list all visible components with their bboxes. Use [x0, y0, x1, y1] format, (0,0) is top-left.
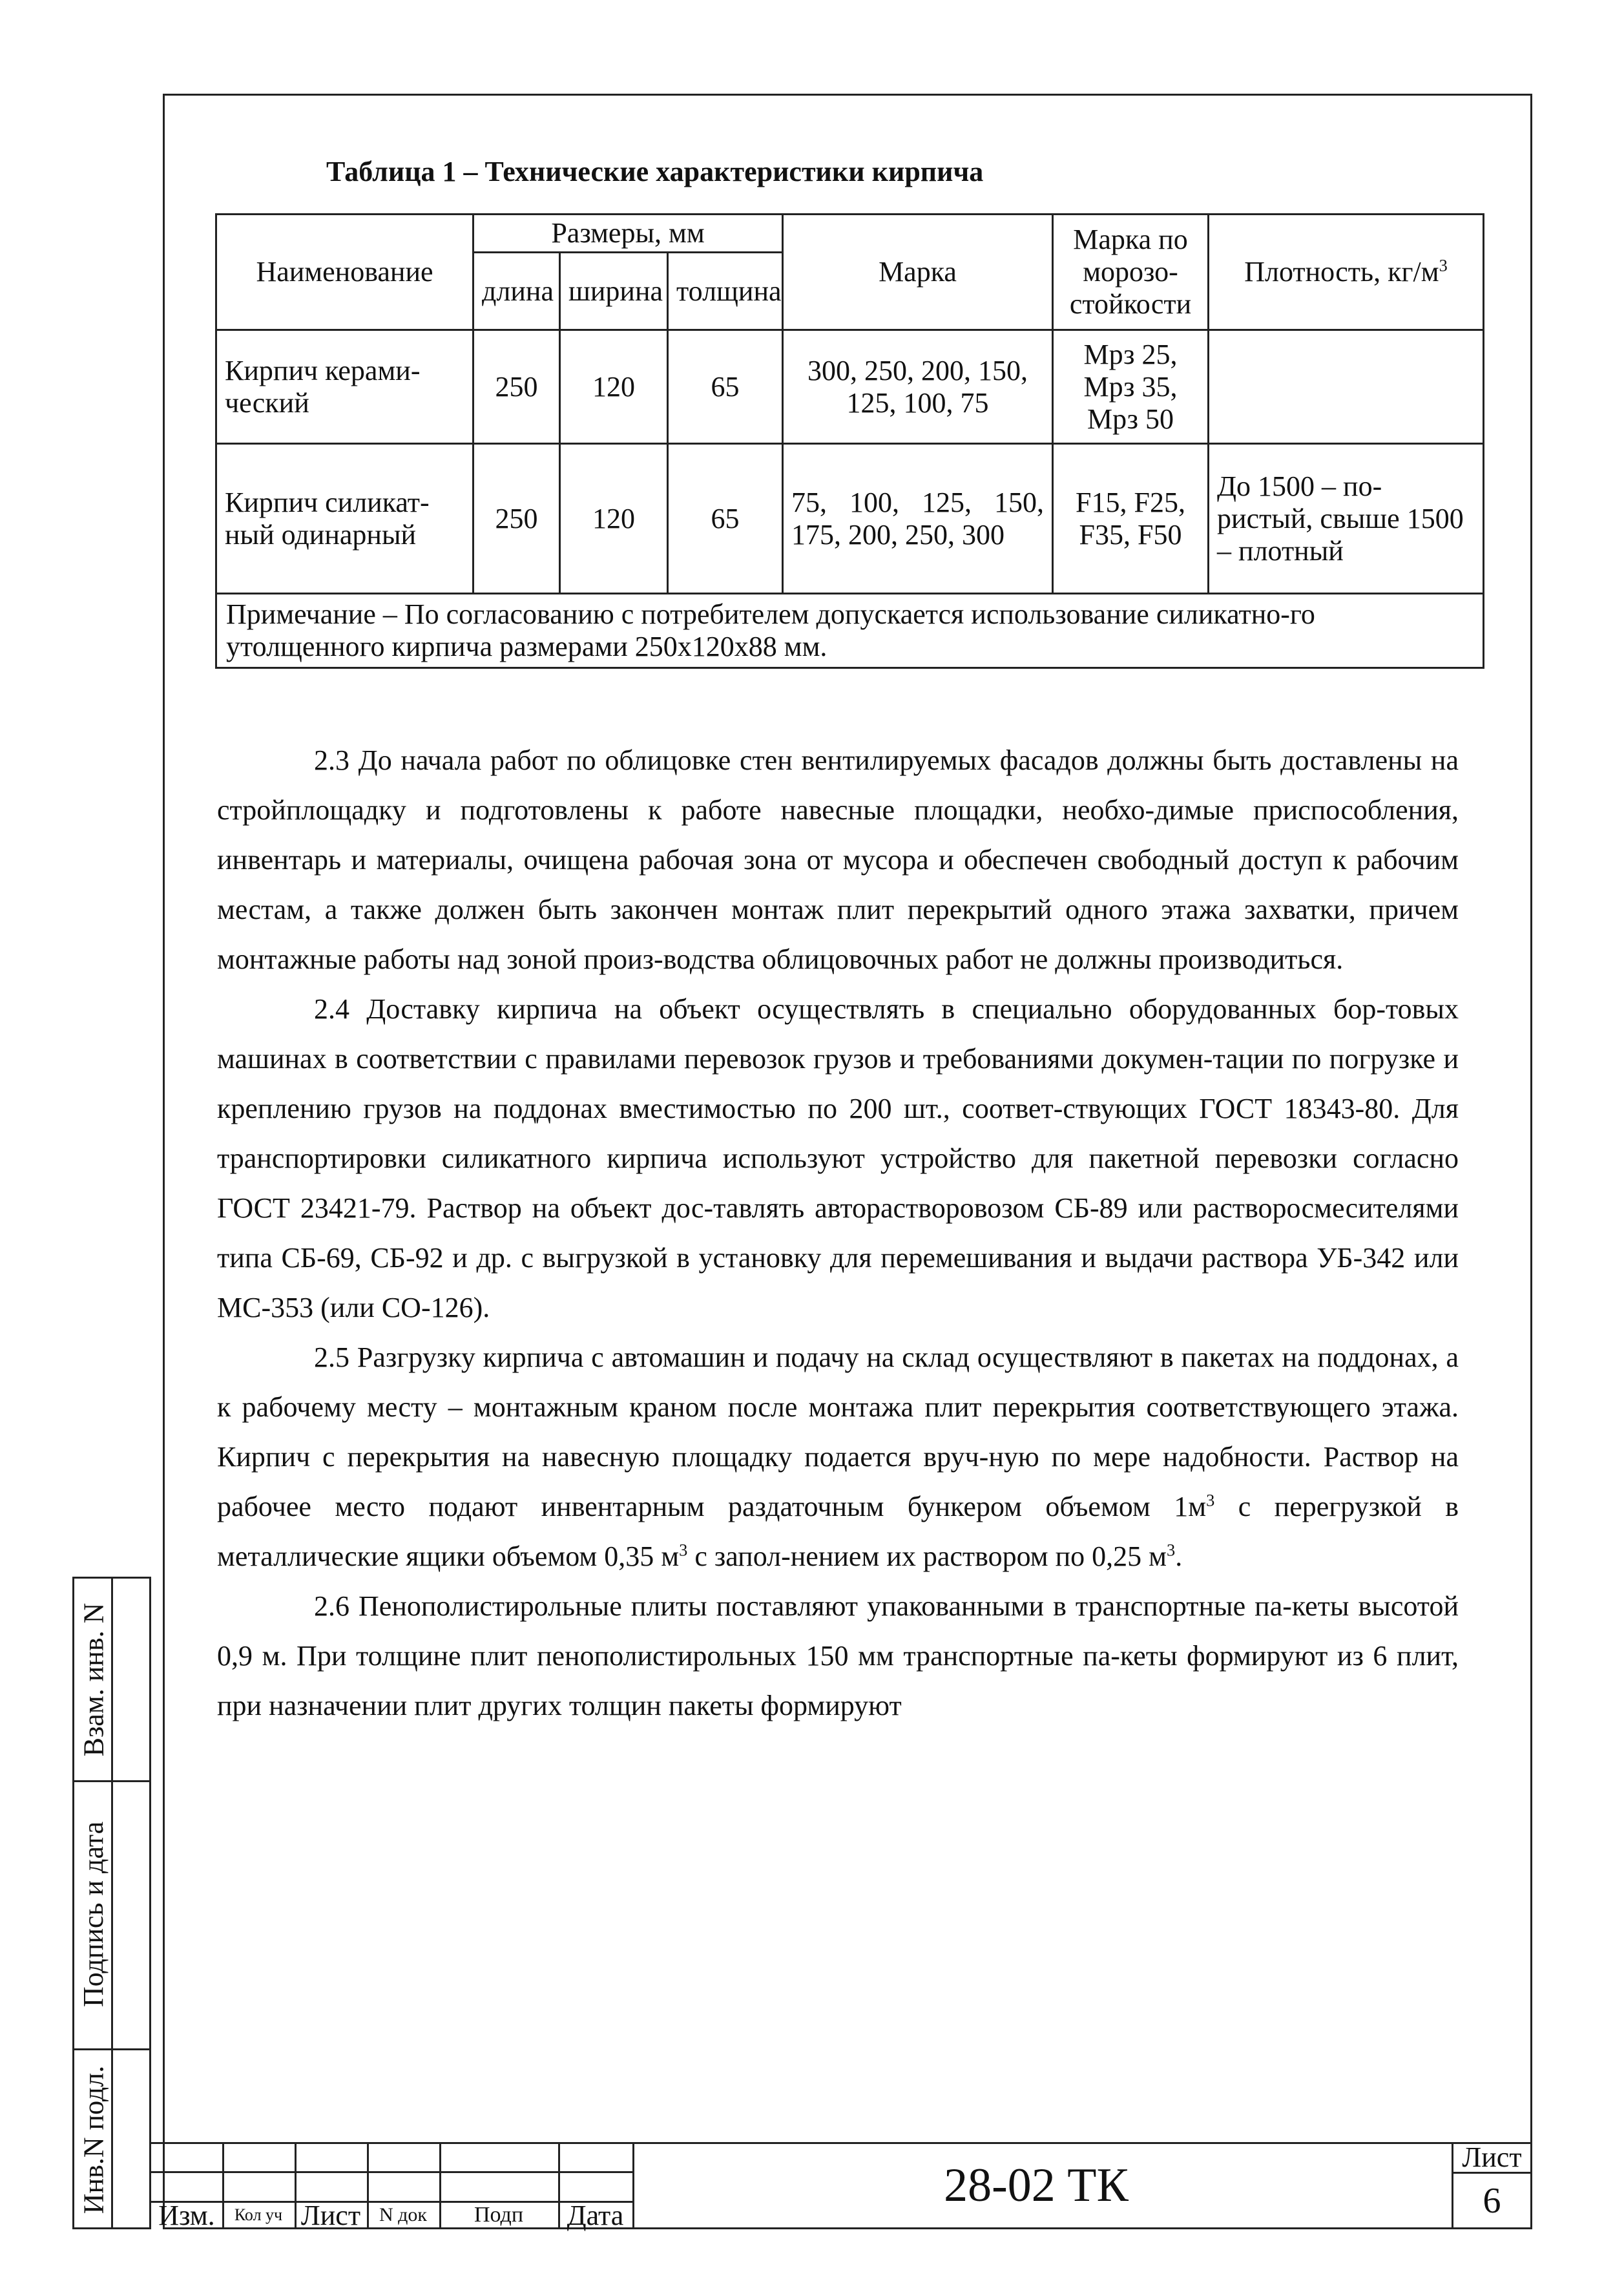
- original-inventory-label: Инв.N подл.: [78, 2065, 110, 2214]
- tb-col-qty: Кол уч: [234, 2205, 283, 2224]
- tb-col-sign: Подп: [474, 2203, 524, 2227]
- cell-frost: Мрз 25, Мрз 35, Мрз 50: [1053, 330, 1209, 444]
- table-header-row: [216, 215, 1484, 253]
- cell-grade: 75, 100, 125, 150, 175, 200, 250, 300: [783, 444, 1053, 594]
- header-grade: Марка: [783, 215, 1053, 330]
- header-frost: Марка по морозо-стойкости: [1053, 215, 1209, 330]
- cell-name: Кирпич силикат-ный одинарный: [216, 444, 474, 594]
- brick-specs-table: [215, 213, 1484, 669]
- tb-col-date: Дата: [567, 2199, 624, 2231]
- cell-thickness: 65: [668, 444, 783, 594]
- cell-grade: 300, 250, 200, 150, 125, 100, 75: [783, 330, 1053, 444]
- signature-date-label: Подпись и дата: [78, 1821, 110, 2008]
- table-note-row: [216, 594, 1484, 668]
- tb-col-change: Изм.: [158, 2199, 215, 2231]
- sheet-label: Лист: [1462, 2141, 1522, 2173]
- body-text: [217, 735, 1459, 1730]
- cell-length: 250: [474, 330, 560, 444]
- document-code: 28-02 ТК: [944, 2159, 1129, 2212]
- header-density: Плотность, $кг/м^3$: [1209, 215, 1484, 330]
- side-stamp-strip: [72, 1577, 151, 2229]
- header-sizes: Размеры, мм: [474, 215, 783, 253]
- cell-density: До 1500 – по-ристый, свыше 1500 – плотный: [1209, 444, 1484, 594]
- cell-width: 120: [560, 330, 668, 444]
- paragraph-2-6: 2.6 Пенополистирольные плиты поставляют упакованными в транспортные па-кеты высотой 0,9 м. При толщине плит пенополистирольных 150 мм транспортные па-кеты формируют из 6 плит, при назначении плит других толщин пакеты формируют: [217, 1590, 1459, 1721]
- table-note: Примечание – По согласованию с потребителем допускается использование силикатно-го утолщенного кирпича размерами 250х120х88 мм.: [216, 594, 1484, 668]
- header-name: Наименование: [216, 215, 474, 330]
- paragraph-2-3: 2.3 До начала работ по облицовке стен вентилируемых фасадов должны быть доставлены на стройплощадку и подготовлены к работе навесные площадки, необхо-димые приспособления, инвентарь и материалы, очищена рабочая зона от мусора и обеспечен свободный доступ к рабочим местам, а также должен быть закончен монтаж плит перекрытий одного этажа захватки, причем монтажные работы над зоной произ-водства облицовочных работ не должны производиться.: [217, 744, 1459, 975]
- exchange-inventory-label: Взам. инв. N: [78, 1603, 110, 1756]
- table-caption: Таблица 1 – Технические характеристики кирпича: [326, 156, 984, 187]
- title-block: [151, 2142, 1532, 2229]
- header-thickness: толщина: [668, 253, 783, 330]
- header-width: ширина: [560, 253, 668, 330]
- cell-length: 250: [474, 444, 560, 594]
- cell-frost: F15, F25, F35, F50: [1053, 444, 1209, 594]
- tb-col-doc: N док: [379, 2204, 427, 2225]
- tb-col-sheet: Лист: [300, 2199, 361, 2231]
- cell-width: 120: [560, 444, 668, 594]
- table-row: [216, 330, 1484, 444]
- cell-thickness: 65: [668, 330, 783, 444]
- cell-name: Кирпич керами-ческий: [216, 330, 474, 444]
- sheet-number: 6: [1483, 2180, 1501, 2221]
- cell-density: [1209, 330, 1484, 444]
- table-row: [216, 444, 1484, 594]
- header-length: длина: [474, 253, 560, 330]
- paragraph-2-5: 2.5 Разгрузку кирпича с автомашин и подачу на склад осуществляют в пакетах на поддонах, а к рабочему месту – монтажным краном после монтажа плит перекрытия соответствующего этажа. Кирпич с перекрытия на навесную площадку подается вруч-ную по мере надобности. Раствор на рабочее место подают инвентарным раздаточным бункером объемом $1м^3$ с перегрузкой в металлические ящики объемом 0,35 $м^3$ с запол-нением их раствором по 0,25 $м^3$.: [217, 1341, 1459, 1572]
- paragraph-2-4: 2.4 Доставку кирпича на объект осуществлять в специально оборудованных бор-товых машинах в соответствии с правилами перевозок грузов и требованиями докумен-тации по погрузке и креплению грузов на поддонах вместимостью по 200 шт., соответ-ствующих ГОСТ 18343-80. Для транспортировки силикатного кирпича используют устройство для пакетной перевозки согласно ГОСТ 23421-79. Раствор на объект дос-тавлять авторастворовозом СБ-89 или растворосмесителями типа СБ-69, СБ-92 и др. с выгрузкой в установку для перемешивания и выдачи раствора УБ-342 или МС-353 (или СО-126).: [217, 993, 1459, 1323]
